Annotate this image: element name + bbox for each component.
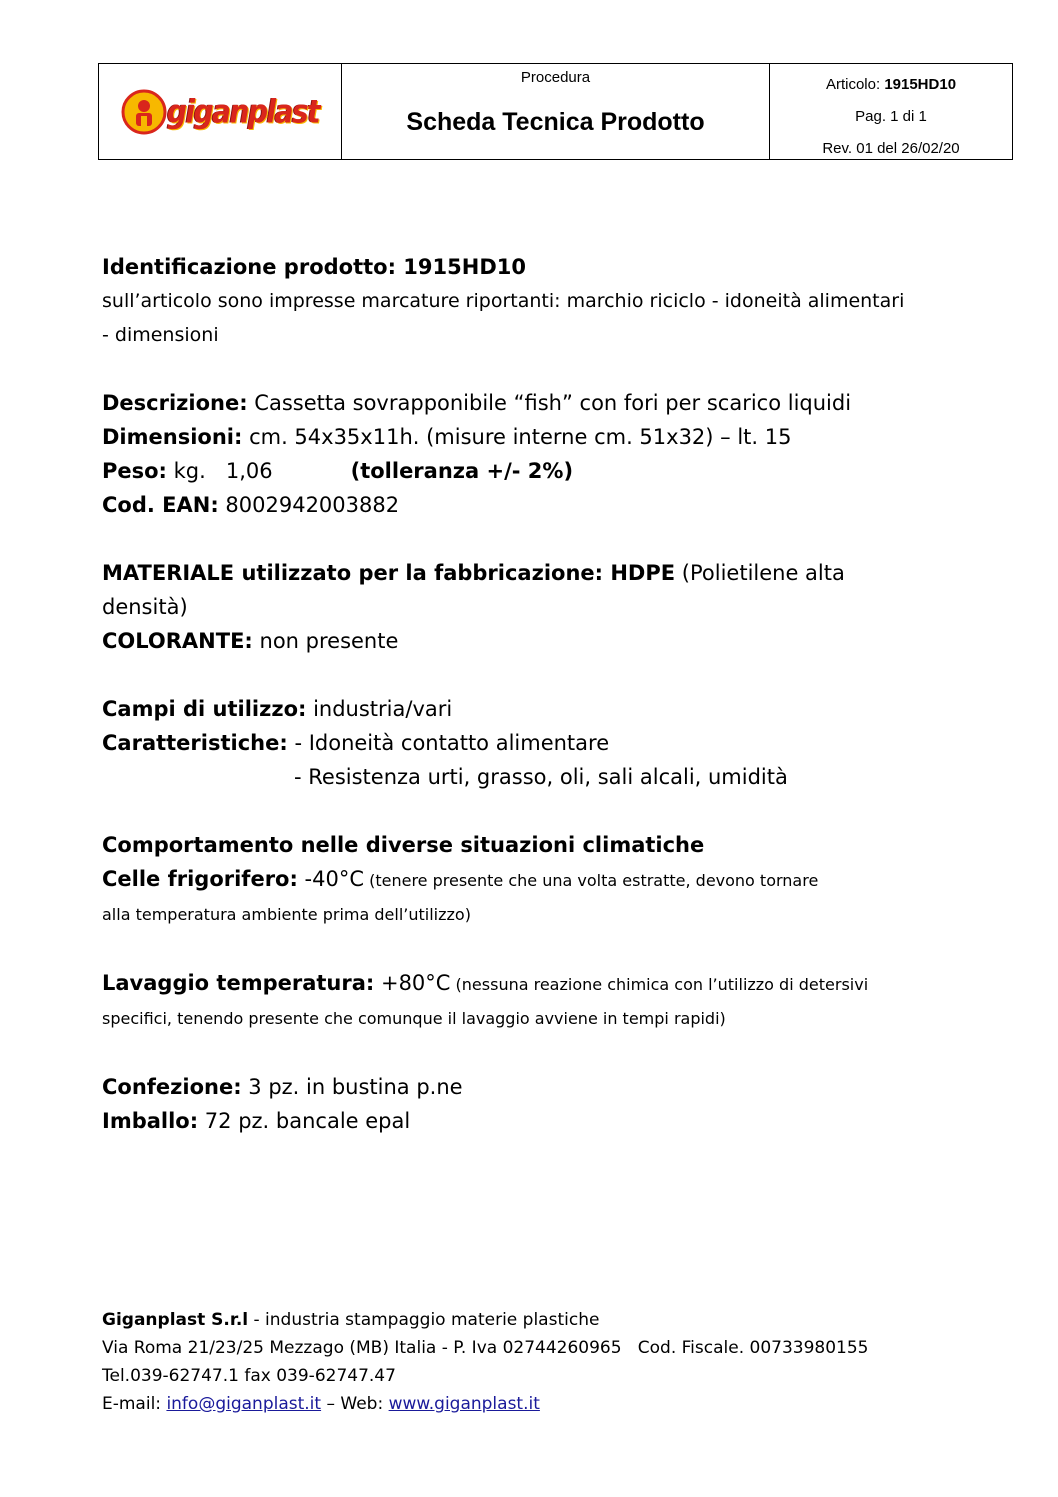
weight-label: Peso: — [102, 459, 167, 483]
footer-company-desc: - industria stampaggio materie plastiche — [248, 1310, 600, 1330]
procedure-label: Procedura — [520, 69, 591, 86]
logo-cell — [99, 64, 342, 159]
cold-label: Celle frigorifero: — [102, 867, 298, 891]
website-link[interactable]: www.giganplast.it — [388, 1394, 540, 1414]
features-row — [102, 726, 982, 760]
title-cell — [342, 64, 770, 159]
pack-row — [102, 1070, 982, 1104]
cold-value: -40°C — [297, 867, 365, 891]
material-value-cont: densità) — [102, 595, 188, 619]
pack-label: Confezione: — [102, 1075, 242, 1099]
wash-value: +80°C — [374, 971, 451, 995]
material-value: (Polietilene alta — [675, 561, 845, 585]
usage-label: Campi di utilizzo: — [102, 697, 307, 721]
logo-wordmark: giganplast — [166, 92, 320, 131]
identification-text-1: sull’articolo sono impresse marcature riportanti: marchio riciclo - idoneità alimentari — [102, 290, 905, 312]
pallet-row — [102, 1104, 982, 1138]
article-code: 1915HD10 — [884, 76, 957, 93]
ean-value: 8002942003882 — [218, 493, 400, 517]
feature-2: - Resistenza urti, grasso, oli, sali alcali, umidità — [294, 765, 788, 789]
colorant-value: non presente — [252, 629, 399, 653]
usage-value: industria/vari — [306, 697, 453, 721]
page-number: Pag. 1 di 1 — [855, 108, 927, 125]
dimensions-row — [102, 420, 982, 454]
dimensions-label: Dimensioni: — [102, 425, 243, 449]
colorant-label: COLORANTE: — [102, 629, 253, 653]
pack-value: 3 pz. in bustina p.ne — [241, 1075, 463, 1099]
weight-tolerance: (tolleranza +/- 2%) — [350, 459, 574, 483]
email-link[interactable]: info@giganplast.it — [166, 1394, 322, 1414]
document-footer — [102, 1306, 869, 1418]
document-title: Scheda Tecnica Prodotto — [406, 108, 705, 136]
wash-label: Lavaggio temperatura: — [102, 971, 375, 995]
cold-row — [102, 862, 982, 898]
identification-heading: Identificazione prodotto: 1915HD10 — [102, 255, 526, 279]
description-label: Descrizione: — [102, 391, 248, 415]
feature-1: - Idoneità contatto alimentare — [287, 731, 610, 755]
identification-text-2: - dimensioni — [102, 324, 219, 346]
description-value: Cassetta sovrapponibile “fish” con fori per scarico liquidi — [247, 391, 852, 415]
pallet-label: Imballo: — [102, 1109, 199, 1133]
company-logo — [121, 87, 319, 137]
article-line — [770, 76, 1012, 93]
info-cell — [770, 64, 1012, 159]
dimensions-value: cm. 54x35x11h. (misure interne cm. 51x32) – lt. 15 — [242, 425, 792, 449]
footer-address: Via Roma 21/23/25 Mezzago (MB) Italia - P. Iva 02744260965 Cod. Fiscale. 00733980155 — [102, 1338, 869, 1358]
wash-note-cont: specifici, tenendo presente che comunque il lavaggio avviene in tempi rapidi) — [102, 1009, 726, 1028]
revision: Rev. 01 del 26/02/20 — [822, 140, 960, 157]
pallet-value: 72 pz. bancale epal — [198, 1109, 411, 1133]
material-row — [102, 556, 982, 590]
article-label: Articolo: — [825, 76, 885, 93]
footer-company-line — [102, 1306, 869, 1334]
usage-row — [102, 692, 982, 726]
weight-row — [102, 454, 982, 488]
features-label: Caratteristiche: — [102, 731, 288, 755]
footer-phone: Tel.039-62747.1 fax 039-62747.47 — [102, 1366, 396, 1386]
colorant-row — [102, 624, 982, 658]
footer-email-label: E-mail: — [102, 1394, 167, 1414]
ean-row — [102, 488, 982, 522]
document-body — [102, 250, 982, 1138]
cold-note: (tenere presente che una volta estratte, devono tornare — [364, 871, 819, 890]
logo-mascot-icon — [121, 89, 167, 135]
footer-contacts — [102, 1390, 869, 1418]
cold-note-cont: alla temperatura ambiente prima dell’utilizzo) — [102, 905, 471, 924]
wash-note: (nessuna reazione chimica con l’utilizzo di detersivi — [450, 975, 869, 994]
ean-label: Cod. EAN: — [102, 493, 219, 517]
wash-row — [102, 966, 982, 1002]
description-row — [102, 386, 982, 420]
material-label: MATERIALE utilizzato per la fabbricazione: HDPE — [102, 561, 676, 585]
document-header-table — [98, 63, 1013, 160]
weight-value: kg. 1,06 — [166, 459, 273, 483]
footer-company: Giganplast S.r.l — [102, 1310, 249, 1330]
footer-web-label: – Web: — [321, 1394, 389, 1414]
climate-heading: Comportamento nelle diverse situazioni climatiche — [102, 833, 705, 857]
